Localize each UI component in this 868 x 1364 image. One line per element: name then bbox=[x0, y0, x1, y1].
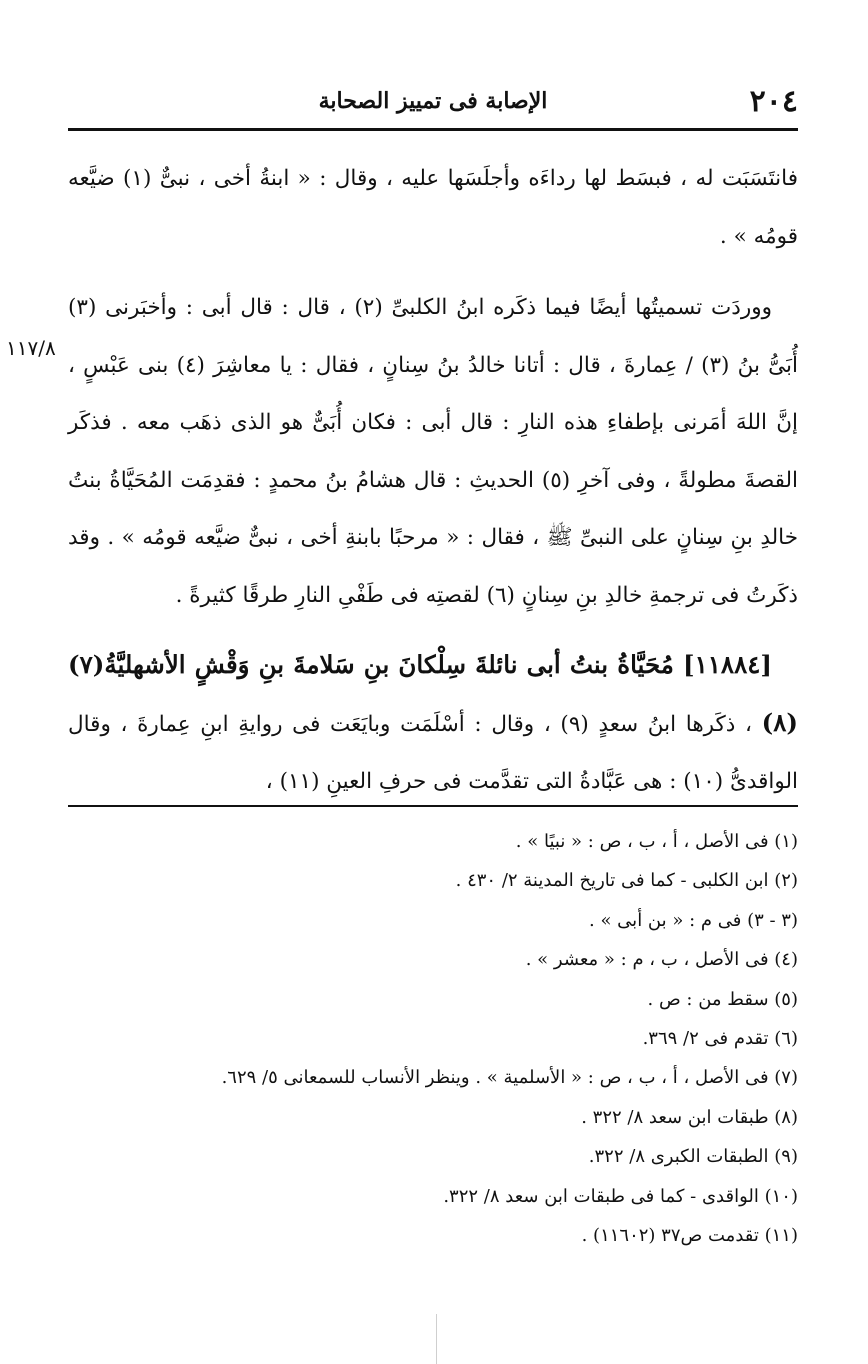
header-rule bbox=[68, 128, 798, 131]
main-text bbox=[68, 150, 798, 811]
paragraph-2: ووردَت تسميتُها أيضًا فيما ذكَره ابنُ الكلبىِّ (٢) ، قال : قال أبى : وأخبَرنى (٣) أُبَىُّ بنُ (٣) / عِمارةَ ، قال : أتانا خالدُ بنُ سِنانٍ ، فقال : يا معاشِرَ (٤) بنى عَبْسٍ ، إنَّ اللهَ أمَرنى بإطفاءِ هذه النارِ : قال أبى : فكان أُبَىٌّ هو الذى ذهَب معه . فذكَر القصةَ مطولةً ، وفى آخرِ (٥) الحديثِ : قال هشامُ بنُ محمدٍ : فقدِمَت المُحَيَّاةُ بنتُ خالدِ بنِ سِنانٍ على النبىِّ ﷺ ، فقال : « مرحبًا بابنةِ أخى ، نبىٌّ ضيَّعه قومُه » . وقد ذكَرتُ فى ترجمةِ خالدِ بنِ سِنانٍ (٦) لقصتِه فى طَفْىِ النارِ طرقًا كثيرةً . bbox=[68, 295, 798, 608]
footnote: (٧) فى الأصل ، أ ، ب ، ص : « الأسلمية » . وينظر الأنساب للسمعانى ٥/ ٦٢٩. bbox=[221, 1067, 798, 1089]
paper-crease bbox=[436, 1314, 437, 1364]
footnote: (٥) سقط من : ص . bbox=[647, 988, 798, 1010]
footnote: (٨) طبقات ابن سعد ٨/ ٣٢٢ . bbox=[581, 1106, 798, 1128]
footnote: (٤) فى الأصل ، ب ، م : « معشر » . bbox=[525, 949, 798, 971]
footnote: (٦) تقدم فى ٢/ ٣٦٩. bbox=[642, 1028, 798, 1050]
footnote: (٣ - ٣) فى م : « بن أبى » . bbox=[589, 909, 798, 931]
footnote: (١٠) الواقدى - كما فى طبقات ابن سعد ٨/ ٣٢٢. bbox=[443, 1185, 798, 1207]
footnote: (١) فى الأصل ، أ ، ب ، ص : « نبيًا » . bbox=[515, 831, 798, 852]
running-title: الإصابة فى تمييز الصحابة bbox=[318, 88, 548, 114]
footnote: (١١) تقدمت ص٣٧ (١١٦٠٢) . bbox=[581, 1225, 798, 1247]
footnote: (٢) ابن الكلبى - كما فى تاريخ المدينة ٢/ ٤٣٠ . bbox=[455, 870, 798, 892]
entry-paragraph bbox=[68, 638, 798, 811]
margin-volume-page-note: ١١٧/٨ bbox=[6, 336, 56, 360]
footnotes bbox=[68, 822, 798, 1255]
footnote-rule bbox=[68, 805, 798, 807]
footnote: (٩) الطبقات الكبرى ٨/ ٣٢٢. bbox=[588, 1146, 798, 1168]
entry-heading: [١١٨٨٤] مُحَيَّاةُ بنتُ أبى نائلةَ سِلْكانَ بنِ سَلامةَ بنِ وَقْشٍ الأشهليَّةُ bbox=[104, 650, 772, 679]
entry-heading-refs: (٧)(٨) bbox=[68, 650, 798, 737]
page-header bbox=[68, 78, 798, 128]
entry-text: ، ذكَرها ابنُ سعدٍ (٩) ، وقال : أسْلَمَت وبايَعَت فى روايةِ ابنِ عِمارةَ ، وقال الواقدىُّ (١٠) : هى عَبَّادةُ التى تقدَّمت فى حرفِ العينِ (١١) ، bbox=[68, 711, 798, 794]
paragraph-1: فانتَسَبَت له ، فبسَط لها رداءَه وأجلَسَها عليه ، وقال : « ابنةُ أخى ، نبىٌّ (١) ضيَّعه قومُه » . bbox=[68, 166, 798, 249]
page-number: ٢٠٤ bbox=[749, 84, 798, 119]
